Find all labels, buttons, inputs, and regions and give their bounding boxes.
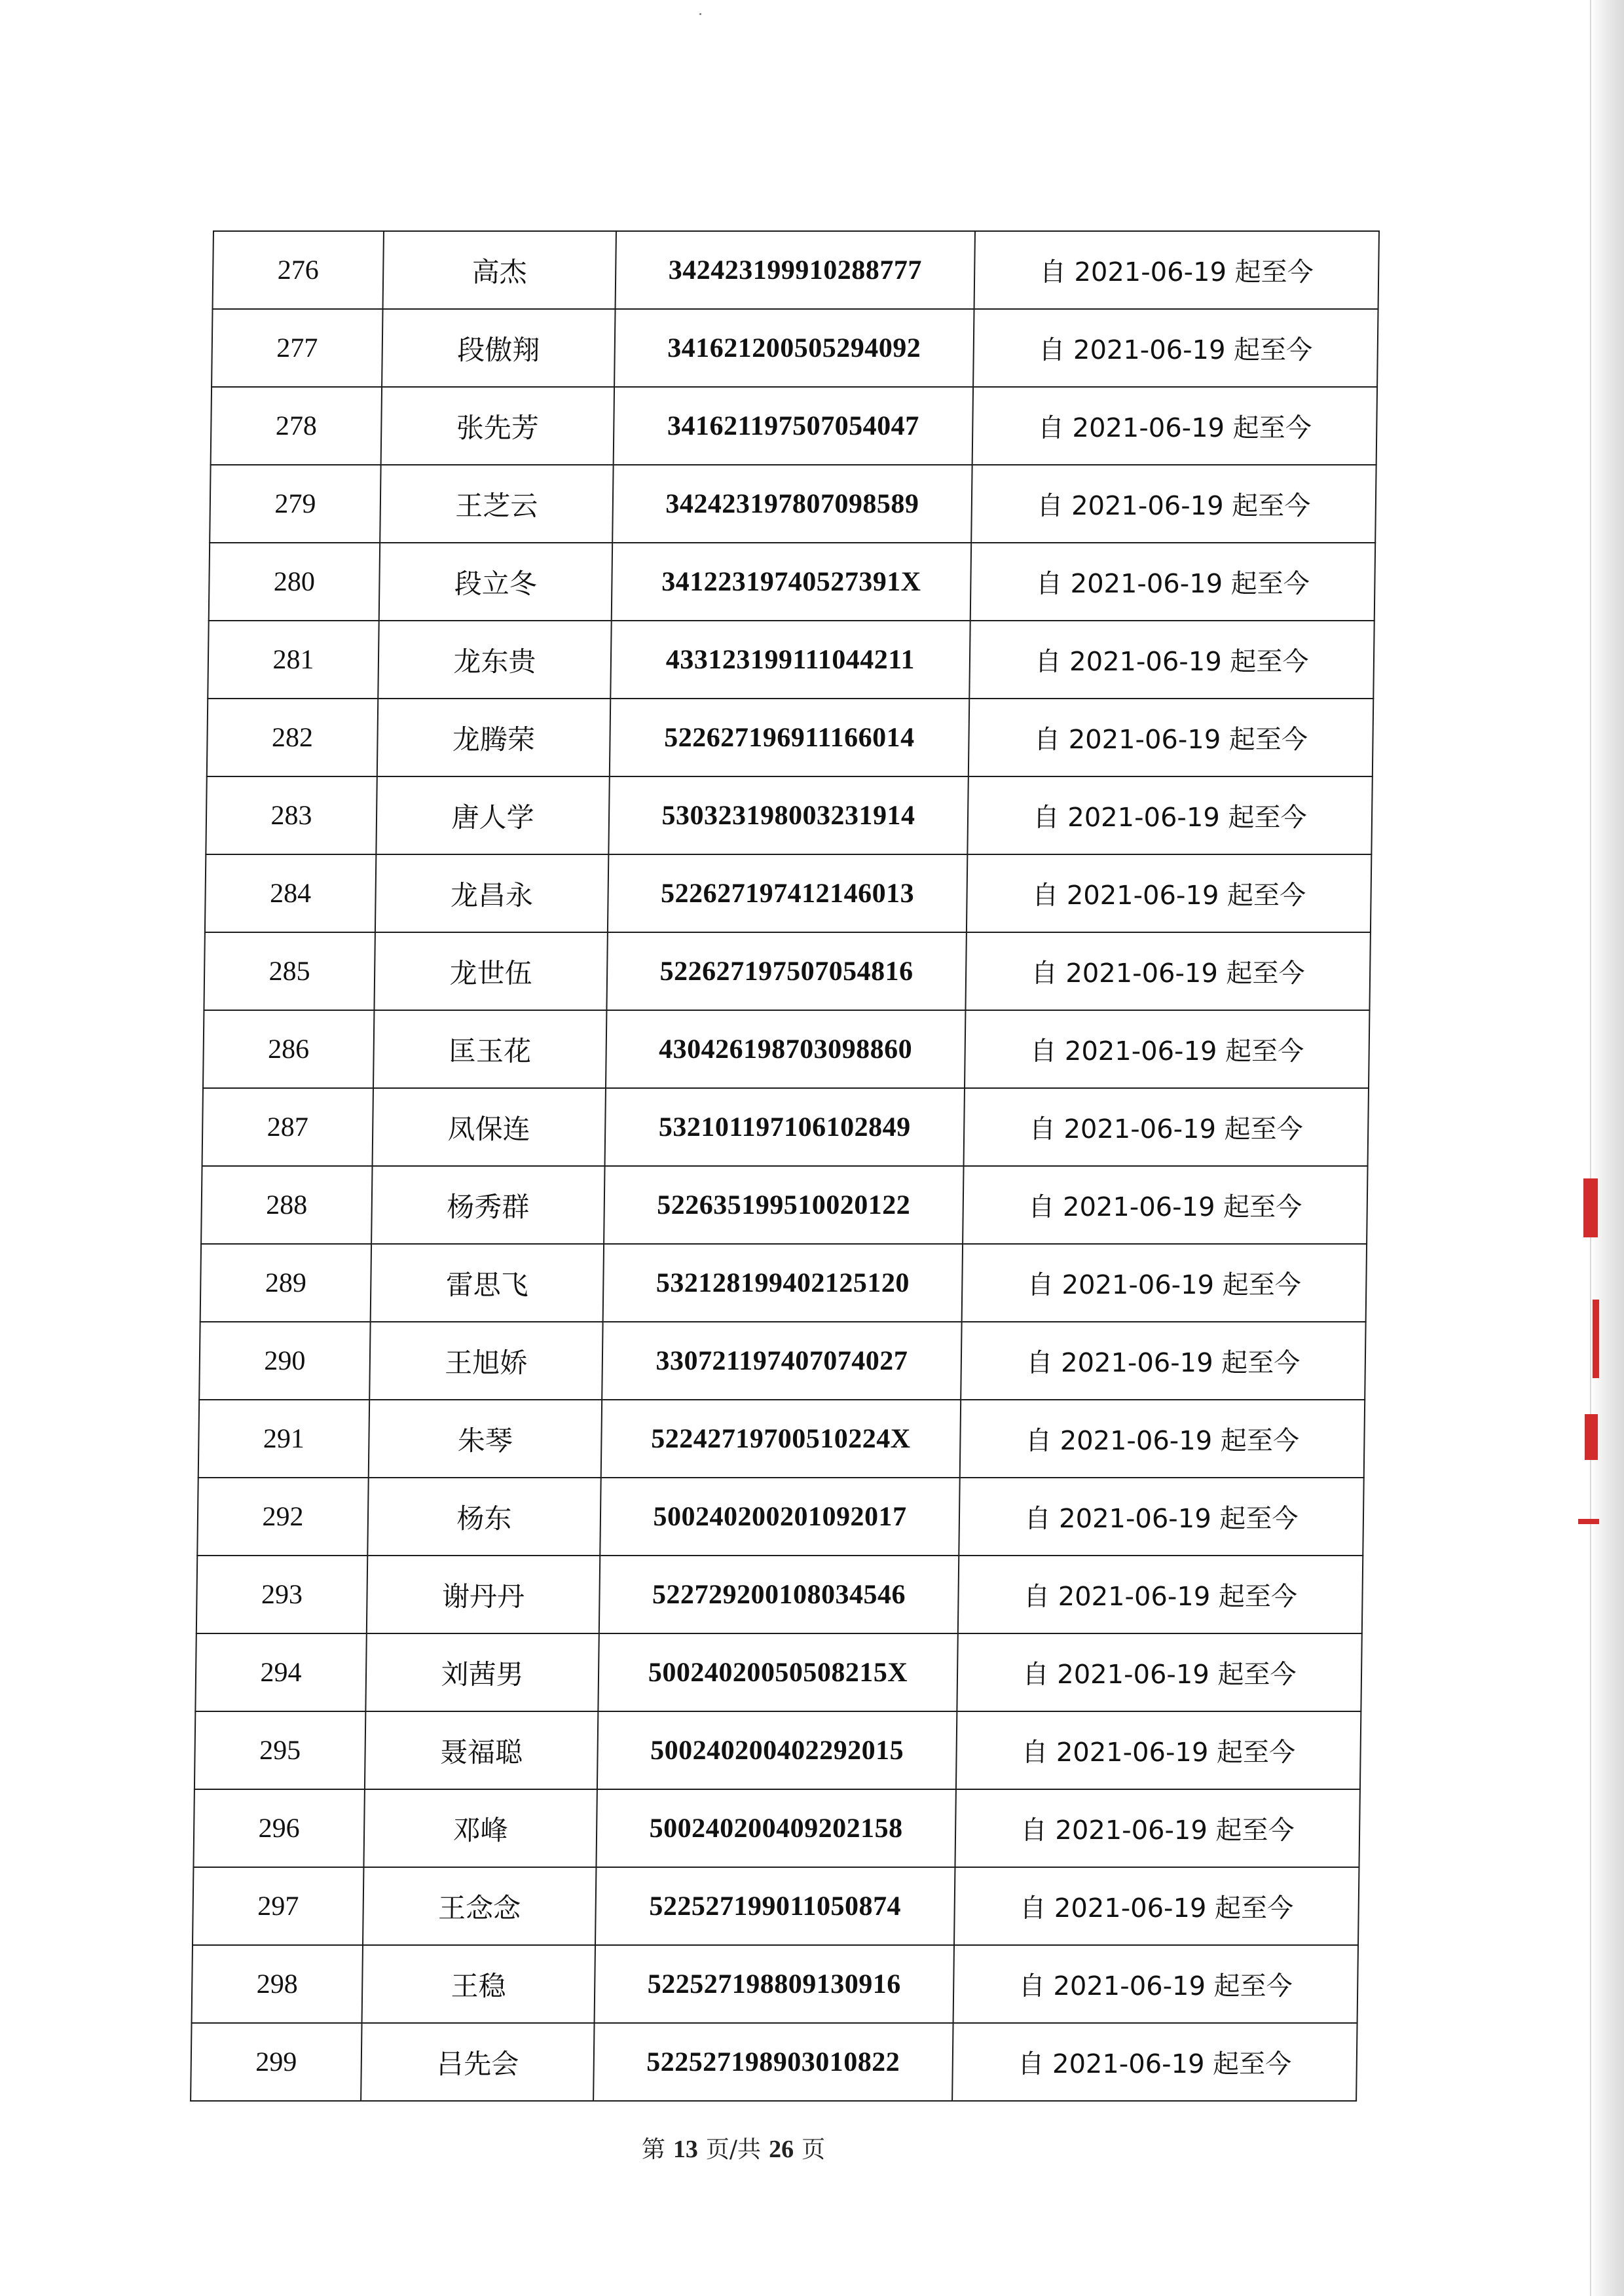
- table-row: [213, 231, 1379, 309]
- person-name: 段立冬: [379, 543, 612, 621]
- row-number: 289: [200, 1244, 371, 1322]
- validity-period: 自 2021-06-19 起至今: [967, 854, 1371, 932]
- id-number: 530323198003231914: [608, 776, 968, 854]
- id-number: 522635199510020122: [604, 1166, 963, 1244]
- row-number: 298: [192, 1945, 363, 2023]
- person-name: 雷思飞: [371, 1244, 604, 1322]
- id-number: 34122319740527391X: [612, 543, 971, 621]
- validity-period: 自 2021-06-19 起至今: [969, 621, 1374, 699]
- row-number: 285: [204, 932, 375, 1010]
- id-number: 500240200402292015: [597, 1711, 957, 1789]
- table-row: [209, 543, 1375, 621]
- validity-period: 自 2021-06-19 起至今: [960, 1400, 1365, 1478]
- table-row: [212, 309, 1378, 387]
- table-row: [206, 776, 1372, 854]
- record-table-wrapper: [190, 230, 1378, 2102]
- validity-period: 自 2021-06-19 起至今: [974, 231, 1379, 309]
- page-edge-line: [1590, 0, 1591, 2296]
- row-number: 288: [201, 1166, 372, 1244]
- validity-period: 自 2021-06-19 起至今: [957, 1633, 1361, 1711]
- table-row: [208, 621, 1374, 699]
- id-number: 532128199402125120: [603, 1244, 963, 1322]
- id-number: 532101197106102849: [605, 1088, 965, 1166]
- id-number: 500240200409202158: [596, 1789, 955, 1867]
- record-table: [190, 230, 1380, 2102]
- person-name: 王旭娇: [369, 1322, 602, 1400]
- id-number: 330721197407074027: [602, 1322, 961, 1400]
- footer-prefix: 第: [641, 2136, 665, 2163]
- person-name: 邓峰: [363, 1789, 597, 1867]
- id-number: 522527198809130916: [595, 1945, 954, 2023]
- validity-period: 自 2021-06-19 起至今: [959, 1478, 1363, 1556]
- person-name: 王芝云: [380, 465, 613, 543]
- validity-period: 自 2021-06-19 起至今: [972, 387, 1377, 465]
- stamp-fragment-2: [1593, 1300, 1599, 1378]
- person-name: 张先芳: [381, 387, 614, 465]
- person-name: 王念念: [363, 1867, 596, 1945]
- row-number: 281: [208, 621, 378, 699]
- footer-middle: 页/共: [705, 2136, 762, 2163]
- table-row: [198, 1400, 1365, 1478]
- validity-period: 自 2021-06-19 起至今: [956, 1711, 1361, 1789]
- table-row: [195, 1633, 1361, 1711]
- table-row: [207, 699, 1373, 776]
- row-number: 276: [213, 231, 384, 309]
- row-number: 293: [196, 1556, 367, 1633]
- row-number: 279: [210, 465, 380, 543]
- table-row: [201, 1166, 1367, 1244]
- table-row: [203, 1010, 1369, 1088]
- person-name: 凤保连: [373, 1088, 606, 1166]
- validity-period: 自 2021-06-19 起至今: [955, 1789, 1359, 1867]
- row-number: 296: [193, 1789, 364, 1867]
- person-name: 刘茜男: [365, 1633, 599, 1711]
- table-row: [210, 465, 1376, 543]
- person-name: 聂福聪: [365, 1711, 598, 1789]
- row-number: 284: [205, 854, 376, 932]
- person-name: 谢丹丹: [367, 1556, 600, 1633]
- table-row: [205, 854, 1371, 932]
- id-number: 52242719700510224X: [601, 1400, 961, 1478]
- id-number: 522527199011050874: [595, 1867, 955, 1945]
- person-name: 王稳: [362, 1945, 595, 2023]
- row-number: 299: [191, 2023, 361, 2101]
- row-number: 277: [212, 309, 382, 387]
- person-name: 高杰: [383, 231, 616, 309]
- record-table-body: [191, 231, 1379, 2101]
- row-number: 280: [209, 543, 380, 621]
- row-number: 286: [203, 1010, 374, 1088]
- row-number: 295: [194, 1711, 365, 1789]
- id-number: 342423197807098589: [612, 465, 972, 543]
- scan-speck: [699, 13, 701, 15]
- stamp-fragment-3: [1585, 1414, 1598, 1460]
- person-name: 唐人学: [376, 776, 609, 854]
- id-number: 433123199111044211: [610, 621, 970, 699]
- table-row: [200, 1244, 1367, 1322]
- table-row: [196, 1556, 1363, 1633]
- table-row: [193, 1789, 1359, 1867]
- row-number: 278: [211, 387, 382, 465]
- row-number: 291: [198, 1400, 369, 1478]
- stamp-fragment-1: [1583, 1178, 1598, 1237]
- validity-period: 自 2021-06-19 起至今: [969, 699, 1373, 776]
- person-name: 龙世伍: [374, 932, 607, 1010]
- footer-suffix: 页: [802, 2136, 826, 2163]
- row-number: 292: [197, 1478, 368, 1556]
- person-name: 龙东贵: [378, 621, 611, 699]
- person-name: 朱琴: [369, 1400, 602, 1478]
- validity-period: 自 2021-06-19 起至今: [958, 1556, 1363, 1633]
- total-page-number: 26: [769, 2136, 794, 2163]
- table-row: [193, 1867, 1359, 1945]
- row-number: 282: [207, 699, 378, 776]
- table-row: [211, 387, 1377, 465]
- validity-period: 自 2021-06-19 起至今: [964, 1088, 1369, 1166]
- id-number: 430426198703098860: [606, 1010, 965, 1088]
- validity-period: 自 2021-06-19 起至今: [973, 309, 1378, 387]
- id-number: 341621200505294092: [614, 309, 974, 387]
- id-number: 342423199910288777: [616, 231, 975, 309]
- table-row: [199, 1322, 1365, 1400]
- id-number: 522627197412146013: [608, 854, 967, 932]
- validity-period: 自 2021-06-19 起至今: [961, 1322, 1365, 1400]
- id-number: 522627196911166014: [610, 699, 969, 776]
- table-row: [192, 1945, 1358, 2023]
- id-number: 522627197507054816: [606, 932, 966, 1010]
- validity-period: 自 2021-06-19 起至今: [954, 1867, 1359, 1945]
- person-name: 杨秀群: [371, 1166, 604, 1244]
- id-number: 522527198903010822: [593, 2023, 953, 2101]
- validity-period: 自 2021-06-19 起至今: [953, 1945, 1358, 2023]
- row-number: 297: [193, 1867, 363, 1945]
- validity-period: 自 2021-06-19 起至今: [962, 1244, 1367, 1322]
- page-footer: [0, 2131, 1467, 2164]
- table-row: [194, 1711, 1361, 1789]
- row-number: 283: [206, 776, 377, 854]
- row-number: 294: [195, 1633, 366, 1711]
- id-number: 341621197507054047: [614, 387, 973, 465]
- person-name: 龙腾荣: [377, 699, 610, 776]
- validity-period: 自 2021-06-19 起至今: [965, 1010, 1369, 1088]
- table-row: [204, 932, 1370, 1010]
- validity-period: 自 2021-06-19 起至今: [963, 1166, 1367, 1244]
- validity-period: 自 2021-06-19 起至今: [967, 776, 1372, 854]
- validity-period: 自 2021-06-19 起至今: [952, 2023, 1357, 2101]
- table-row: [202, 1088, 1369, 1166]
- person-name: 匡玉花: [373, 1010, 606, 1088]
- validity-period: 自 2021-06-19 起至今: [965, 932, 1370, 1010]
- table-row: [197, 1478, 1363, 1556]
- validity-period: 自 2021-06-19 起至今: [971, 465, 1376, 543]
- id-number: 500240200201092017: [600, 1478, 959, 1556]
- table-row: [191, 2023, 1357, 2101]
- id-number: 522729200108034546: [599, 1556, 959, 1633]
- person-name: 吕先会: [361, 2023, 594, 2101]
- row-number: 287: [202, 1088, 373, 1166]
- row-number: 290: [199, 1322, 370, 1400]
- person-name: 杨东: [367, 1478, 600, 1556]
- person-name: 龙昌永: [375, 854, 608, 932]
- page-edge-shadow: [1590, 0, 1624, 2296]
- id-number: 50024020050508215X: [598, 1633, 957, 1711]
- person-name: 段傲翔: [382, 309, 615, 387]
- validity-period: 自 2021-06-19 起至今: [970, 543, 1375, 621]
- current-page-number: 13: [673, 2136, 698, 2163]
- stamp-fragment-4: [1578, 1519, 1599, 1524]
